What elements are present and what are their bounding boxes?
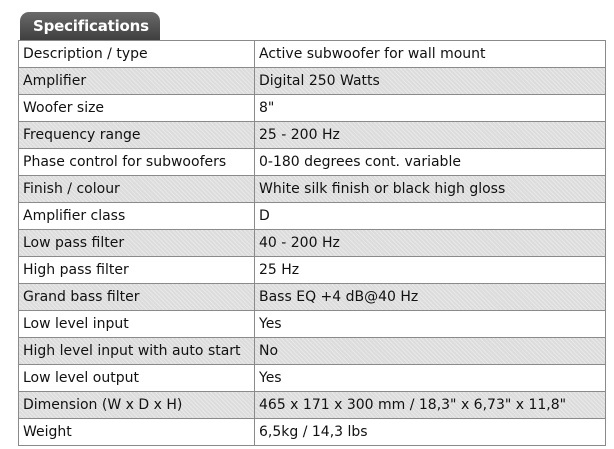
spec-label: Frequency range: [19, 122, 255, 149]
spec-value: Yes: [255, 365, 606, 392]
table-row: [19, 95, 606, 122]
spec-value: Active subwoofer for wall mount: [255, 41, 606, 68]
spec-value: Yes: [255, 311, 606, 338]
spec-label: Weight: [19, 419, 255, 446]
spec-label: Phase control for subwoofers: [19, 149, 255, 176]
table-row: [19, 257, 606, 284]
spec-value: No: [255, 338, 606, 365]
spec-value: 40 - 200 Hz: [255, 230, 606, 257]
table-row: [19, 338, 606, 365]
specifications-table: [18, 40, 606, 446]
spec-label: Description / type: [19, 41, 255, 68]
table-row: [19, 230, 606, 257]
spec-label: Dimension (W x D x H): [19, 392, 255, 419]
spec-label: High level input with auto start: [19, 338, 255, 365]
table-row: [19, 419, 606, 446]
spec-value: Bass EQ +4 dB@40 Hz: [255, 284, 606, 311]
table-row: [19, 149, 606, 176]
spec-label: Low level output: [19, 365, 255, 392]
table-row: [19, 68, 606, 95]
specifications-tab: [20, 12, 160, 40]
table-row: [19, 284, 606, 311]
section-title: Specifications: [33, 17, 149, 35]
spec-label: High pass filter: [19, 257, 255, 284]
table-row: [19, 176, 606, 203]
spec-value: D: [255, 203, 606, 230]
table-row: [19, 203, 606, 230]
spec-label: Woofer size: [19, 95, 255, 122]
spec-label: Amplifier: [19, 68, 255, 95]
spec-value: 25 - 200 Hz: [255, 122, 606, 149]
spec-label: Grand bass filter: [19, 284, 255, 311]
spec-label: Amplifier class: [19, 203, 255, 230]
spec-label: Low level input: [19, 311, 255, 338]
spec-value: 0-180 degrees cont. variable: [255, 149, 606, 176]
spec-value: Digital 250 Watts: [255, 68, 606, 95]
spec-value: 25 Hz: [255, 257, 606, 284]
spec-value: 8": [255, 95, 606, 122]
table-row: [19, 122, 606, 149]
spec-label: Finish / colour: [19, 176, 255, 203]
spec-value: 465 x 171 x 300 mm / 18,3" x 6,73" x 11,8": [255, 392, 606, 419]
table-row: [19, 311, 606, 338]
spec-value: White silk finish or black high gloss: [255, 176, 606, 203]
table-row: [19, 365, 606, 392]
table-row: [19, 41, 606, 68]
table-row: [19, 392, 606, 419]
spec-value: 6,5kg / 14,3 lbs: [255, 419, 606, 446]
spec-label: Low pass filter: [19, 230, 255, 257]
